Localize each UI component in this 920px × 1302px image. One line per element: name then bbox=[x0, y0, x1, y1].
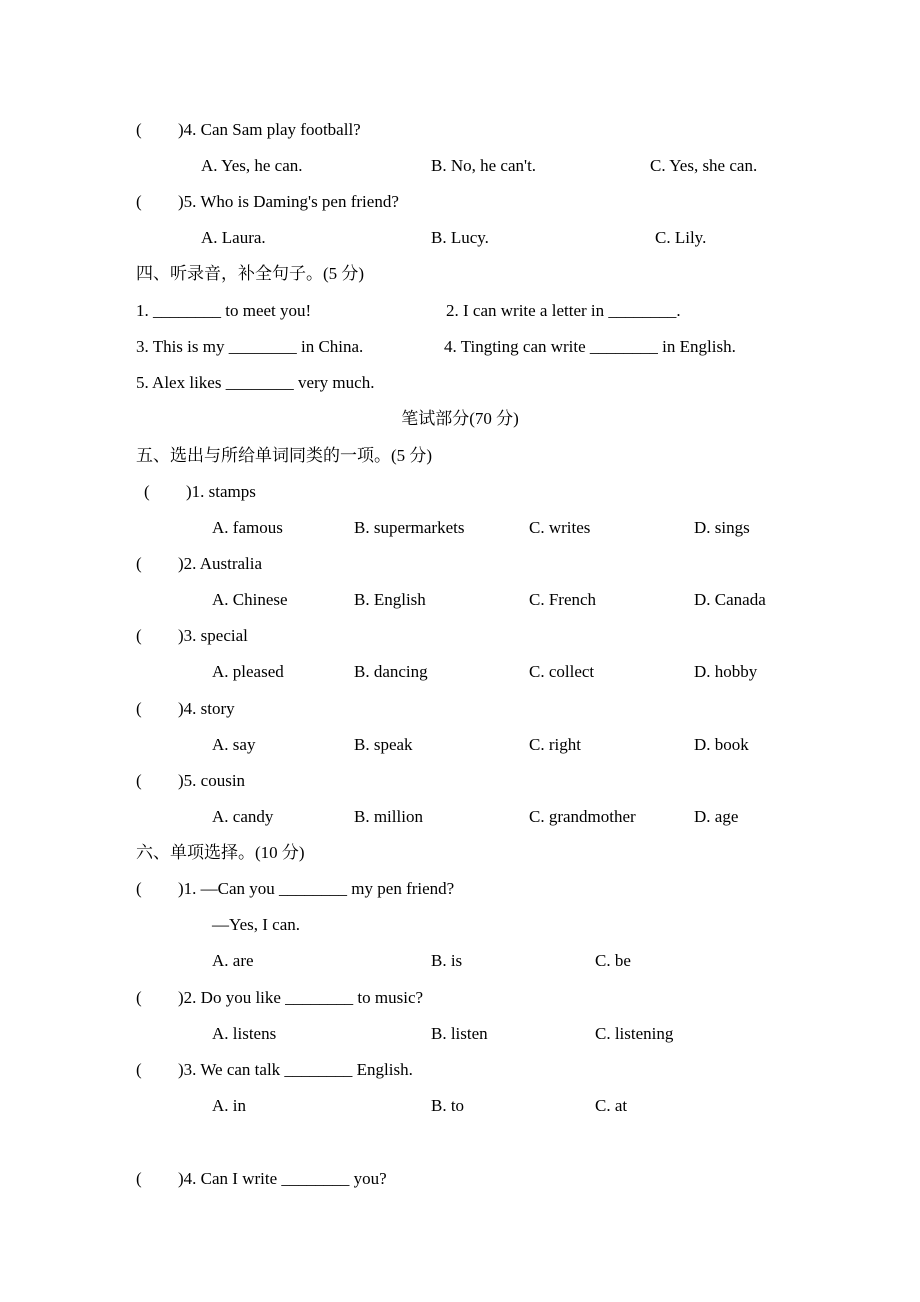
s6-q2-option-b: B. listen bbox=[431, 1024, 488, 1043]
question-5-option-c: C. Lily. bbox=[655, 228, 707, 247]
s5-q4-paren: ( bbox=[136, 699, 142, 718]
s5-q3-option-c: C. collect bbox=[529, 662, 595, 681]
s6-q2-text: )2. Do you like ________ to music? bbox=[178, 988, 424, 1007]
s6-q1-paren: ( bbox=[136, 879, 142, 898]
sentence-3: 3. This is my ________ in China. bbox=[136, 337, 364, 356]
question-4-option-b: B. No, he can't. bbox=[431, 156, 537, 175]
question-4-paren: ( bbox=[136, 120, 142, 139]
s6-q2-paren: ( bbox=[136, 988, 142, 1007]
s5-q5-paren: ( bbox=[136, 771, 142, 790]
s6-q1-reply: —Yes, I can. bbox=[212, 915, 300, 934]
s5-q5-option-c: C. grandmother bbox=[529, 807, 636, 826]
s5-q4-option-a: A. say bbox=[212, 735, 256, 754]
question-5-paren: ( bbox=[136, 192, 142, 211]
s6-q1-text: )1. —Can you ________ my pen friend? bbox=[178, 879, 455, 898]
s5-q3-text: )3. special bbox=[178, 626, 248, 645]
s5-q1-option-b: B. supermarkets bbox=[354, 518, 465, 537]
s5-q1-option-a: A. famous bbox=[212, 518, 283, 537]
s5-q4-option-b: B. speak bbox=[354, 735, 413, 754]
section-4-heading: 四、听录音，补全句子。(5 分) bbox=[136, 264, 365, 283]
s5-q5-option-d: D. age bbox=[694, 807, 739, 826]
written-part-title: 笔试部分(70 分) bbox=[401, 409, 519, 428]
s5-q2-option-c: C. French bbox=[529, 590, 597, 609]
s5-q5-option-b: B. million bbox=[354, 807, 423, 826]
section-6-heading: 六、单项选择。(10 分) bbox=[136, 843, 305, 862]
s5-q2-text: )2. Australia bbox=[178, 554, 263, 573]
s5-q4-text: )4. story bbox=[178, 699, 235, 718]
s5-q2-option-d: D. Canada bbox=[694, 590, 766, 609]
s5-q2-option-b: B. English bbox=[354, 590, 426, 609]
question-5-option-b: B. Lucy. bbox=[431, 228, 489, 247]
s6-q3-option-c: C. at bbox=[595, 1096, 628, 1115]
s6-q3-paren: ( bbox=[136, 1060, 142, 1079]
s5-q3-option-a: A. pleased bbox=[212, 662, 284, 681]
s5-q4-option-d: D. book bbox=[694, 735, 749, 754]
question-4-option-a: A. Yes, he can. bbox=[201, 156, 303, 175]
s5-q1-text: )1. stamps bbox=[186, 482, 256, 501]
s6-q2-option-c: C. listening bbox=[595, 1024, 674, 1043]
s5-q5-option-a: A. candy bbox=[212, 807, 274, 826]
s5-q3-paren: ( bbox=[136, 626, 142, 645]
s5-q2-paren: ( bbox=[136, 554, 142, 573]
s5-q3-option-d: D. hobby bbox=[694, 662, 758, 681]
s5-q4-option-c: C. right bbox=[529, 735, 581, 754]
s6-q3-option-b: B. to bbox=[431, 1096, 465, 1115]
section-5-heading: 五、选出与所给单词同类的一项。(5 分) bbox=[136, 446, 433, 465]
s5-q1-paren: ( bbox=[144, 482, 150, 501]
question-4-text: )4. Can Sam play football? bbox=[178, 120, 361, 139]
s5-q1-option-d: D. sings bbox=[694, 518, 750, 537]
sentence-1: 1. ________ to meet you! bbox=[136, 301, 312, 320]
s5-q3-option-b: B. dancing bbox=[354, 662, 428, 681]
s6-q4-paren: ( bbox=[136, 1169, 142, 1188]
s6-q1-option-c: C. be bbox=[595, 951, 631, 970]
s6-q2-option-a: A. listens bbox=[212, 1024, 277, 1043]
sentence-4: 4. Tingting can write ________ in English. bbox=[444, 337, 736, 356]
question-5-text: )5. Who is Daming's pen friend? bbox=[178, 192, 399, 211]
s6-q3-text: )3. We can talk ________ English. bbox=[178, 1060, 413, 1079]
s6-q3-option-a: A. in bbox=[212, 1096, 246, 1115]
s5-q2-option-a: A. Chinese bbox=[212, 590, 288, 609]
sentence-5: 5. Alex likes ________ very much. bbox=[136, 373, 375, 392]
s6-q1-option-b: B. is bbox=[431, 951, 463, 970]
question-4-option-c: C. Yes, she can. bbox=[650, 156, 758, 175]
s6-q1-option-a: A. are bbox=[212, 951, 254, 970]
s5-q5-text: )5. cousin bbox=[178, 771, 246, 790]
s5-q1-option-c: C. writes bbox=[529, 518, 591, 537]
sentence-2: 2. I can write a letter in ________. bbox=[446, 301, 681, 320]
s6-q4-text: )4. Can I write ________ you? bbox=[178, 1169, 387, 1188]
question-5-option-a: A. Laura. bbox=[201, 228, 266, 247]
